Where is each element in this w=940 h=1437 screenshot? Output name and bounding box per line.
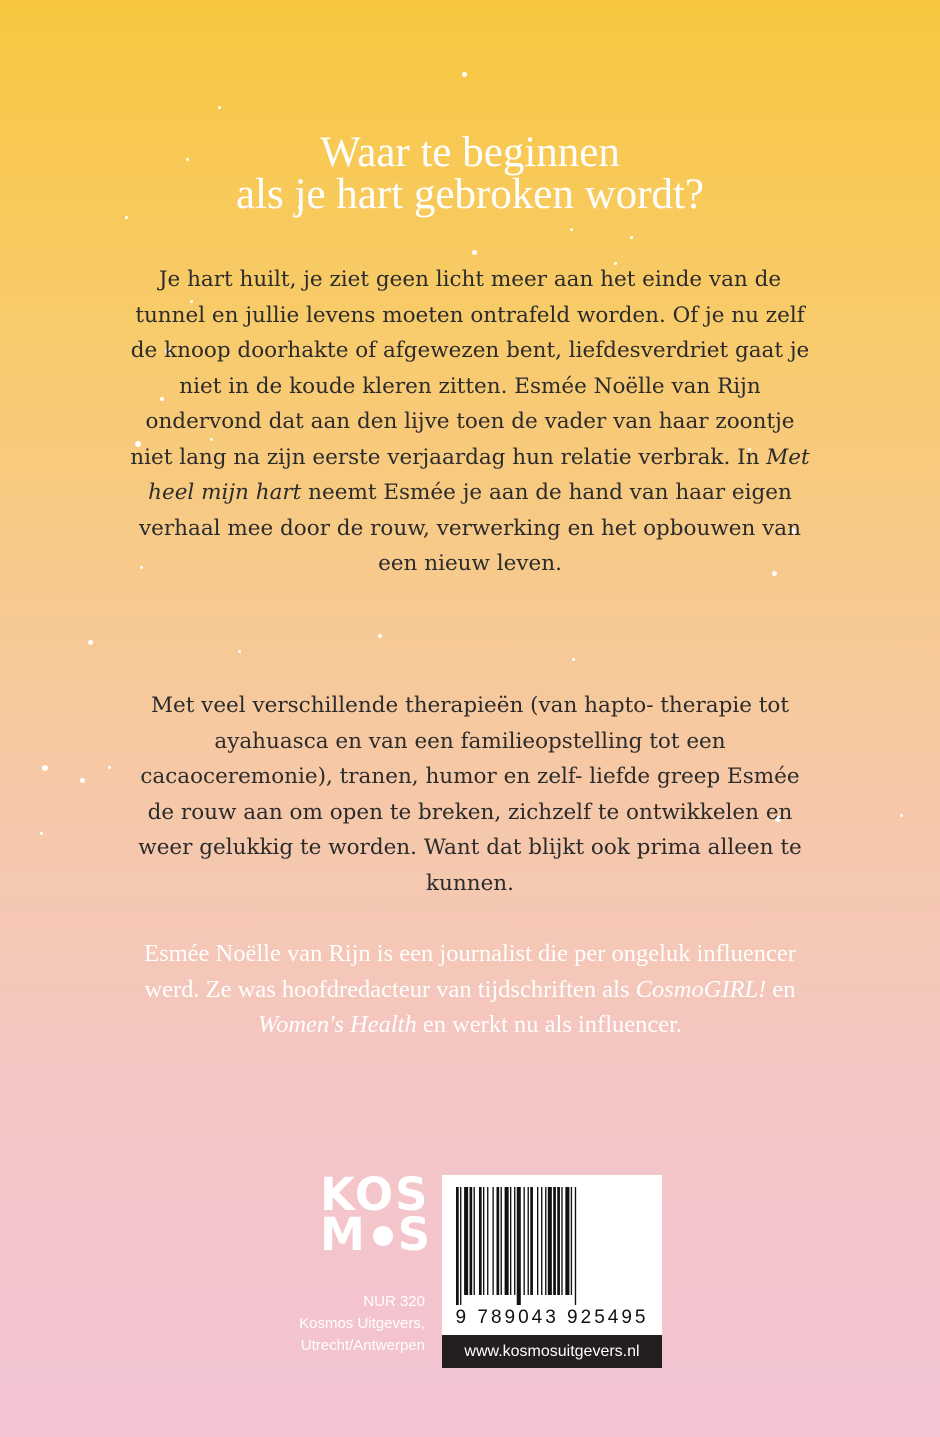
barcode-bar [528, 1187, 529, 1295]
barcode-bar [548, 1187, 552, 1295]
barcode-bar [557, 1187, 560, 1295]
barcode-bar [565, 1187, 569, 1295]
logo-top: KOS [320, 1168, 430, 1221]
barcode-bar [510, 1187, 511, 1295]
snow-speck [40, 832, 43, 835]
blurb-paragraph-2: Met veel verschillende therapieën (van hapto- therapie tot ayahuasca en van een familieopstelling tot een cacaoceremonie), tranen, humor en zelf- liefde greep Esmée de rouw aan om open te breken, zichzelf te ontwikkelen en weer gelukkig te worden. Want dat blijkt ook prima alleen te kunnen. [138, 693, 802, 896]
barcode-bar [530, 1187, 533, 1295]
headline [0, 129, 940, 218]
barcode-bar [456, 1187, 459, 1305]
headline-line-1: Waar te beginnen [320, 129, 620, 176]
magazine-1: CosmoGIRL! [635, 975, 767, 1003]
publisher-city: Utrecht/Antwerpen [300, 1337, 425, 1354]
snow-speck [218, 106, 221, 109]
snow-speck [900, 814, 903, 817]
barcode-bar [460, 1187, 461, 1305]
logo-dot-icon [373, 1226, 393, 1246]
bio-start: Esmée Noëlle van Rijn is een journalist die per ongeluk influencer werd. Ze was hoofdredacteur van tijdschriften als [144, 940, 796, 1003]
blurb-paragraph-1 [130, 262, 810, 582]
barcode-bar [553, 1187, 556, 1295]
bio-end: en werkt nu als influencer. [416, 1011, 683, 1038]
barcode-bar [545, 1187, 546, 1295]
barcode-bars-icon [442, 1175, 662, 1307]
barcode-bar [497, 1187, 500, 1295]
snow-speck [42, 765, 48, 771]
barcode-bar [571, 1187, 572, 1295]
snow-speck [472, 250, 477, 255]
kosmos-logo [320, 1168, 433, 1261]
snow-speck [462, 72, 467, 77]
barcode-bar [517, 1187, 521, 1305]
nur-code: NUR 320 [363, 1293, 425, 1310]
snow-speck [630, 236, 633, 239]
barcode-bar [561, 1187, 562, 1295]
barcode-bar [487, 1187, 488, 1295]
imprint [250, 1291, 425, 1357]
barcode-bar [470, 1187, 473, 1295]
barcode-bar [479, 1187, 482, 1295]
logo-bottom-left: M [320, 1208, 367, 1261]
barcode-bar [483, 1187, 484, 1295]
author-bio [140, 936, 800, 1043]
snow-speck [570, 228, 573, 231]
barcode-bar [492, 1187, 493, 1295]
snow-speck [88, 640, 93, 645]
barcode-bar [537, 1187, 538, 1295]
blurb-p1-start: Je hart huilt, je ziet geen licht meer aan het einde van de tunnel en jullie levens moeten ontrafeld worden. Of je nu zelf de knoop doorhakte of afgewezen bent, liefdesverdriet gaat je niet in de koude kleren zitten. Esmée Noëlle van Rijn ondervond dat aan den lijve toen de vader van haar zoontje niet lang na zijn eerste verjaardag hun relatie verbrak. In [130, 267, 810, 470]
snow-speck [80, 778, 85, 783]
isbn-number: 9 789043 925495 [455, 1307, 649, 1328]
bio-mid: en [766, 975, 796, 1003]
barcode-bar [505, 1187, 509, 1295]
snow-speck [108, 766, 111, 769]
snow-speck [238, 650, 241, 653]
book-title: Met heel mijn hart [148, 444, 810, 505]
barcode-bar [514, 1187, 515, 1295]
snow-speck [378, 634, 382, 638]
blurb-p1-end: neemt Esmée je aan de hand van haar eigen verhaal mee door de rouw, verwerking en het opbouwen van een nieuw leven. [139, 480, 801, 576]
headline-line-2: als je hart gebroken wordt? [235, 171, 705, 218]
snow-speck [572, 658, 575, 661]
barcode-bar [501, 1187, 502, 1295]
publisher-name: Kosmos Uitgevers, [299, 1315, 425, 1332]
barcode-bar [474, 1187, 475, 1295]
snow-speck [125, 216, 128, 219]
barcode-bar [575, 1187, 576, 1305]
barcode [442, 1175, 662, 1335]
barcode-bar [541, 1187, 542, 1295]
barcode-bar [464, 1187, 468, 1295]
magazine-2: Women's Health [257, 1011, 417, 1038]
barcode-bar [524, 1187, 525, 1295]
logo-bottom-right: S [397, 1208, 433, 1261]
publisher-url[interactable]: www.kosmosuitgevers.nl [442, 1335, 662, 1368]
